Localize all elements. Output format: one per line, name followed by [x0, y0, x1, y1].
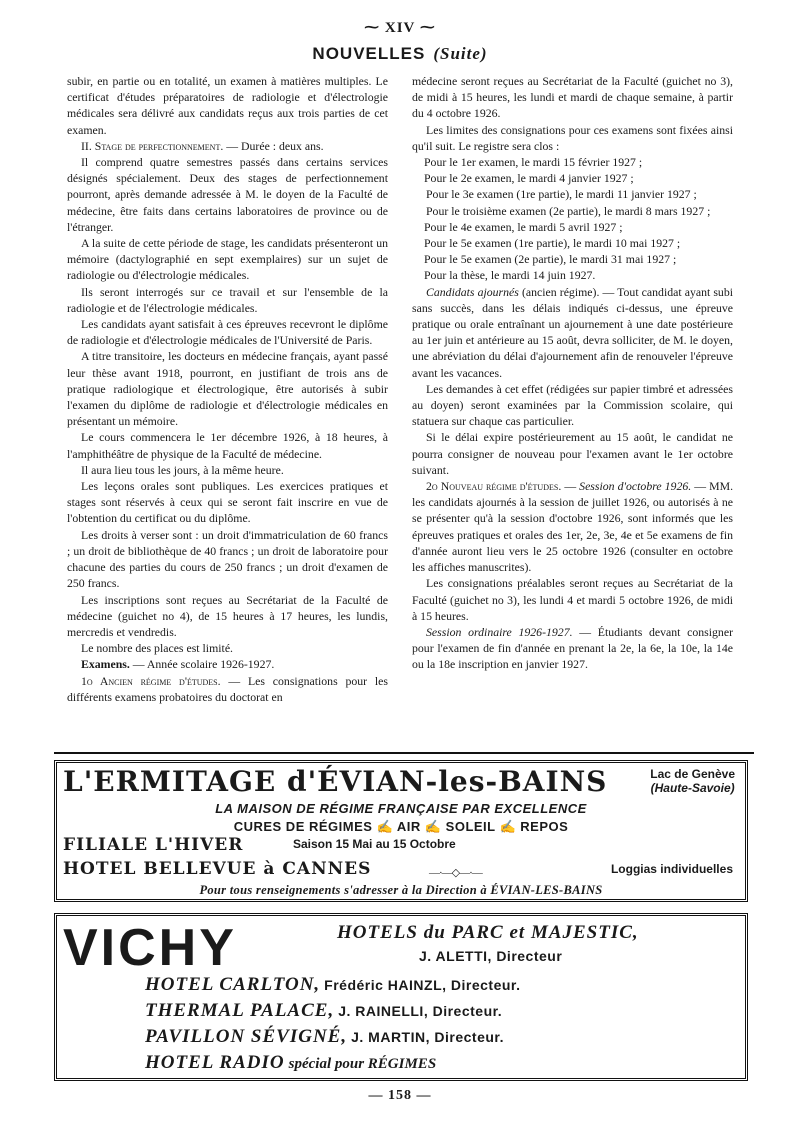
- paragraph: Examens. — Année scolaire 1926-1927.: [81, 657, 275, 672]
- paragraph: Les consignations préalables seront reçues au Secrétariat de la Faculté (guichet no 3), les lundi 4 et mardi 5 octobre 1926, de midi à 15 heures.: [412, 576, 733, 623]
- paragraph: 2o Nouveau régime d'études. — Session d'octobre 1926. — MM. les candidats ajournés à la session de juillet 1926, ou autorisés à ne se présenter qu'à la session d'octobre 1926, sont informés que les épreuves pratiques et orales des 1er, 2e, 3e, 4e et 5e examens de fin d'année auront lieu vers le 25 octobre 1926 (consulter en octobre les affiches manuscrites).: [412, 479, 734, 575]
- exam-deadline: Pour le troisième examen (2e partie), le mardi 8 mars 1927 ;: [426, 203, 711, 218]
- heading-suite: (Suite): [433, 44, 488, 63]
- advert-evian-contact: Pour tous renseignements s'adresser à la Direction à ÉVIAN-LES-BAINS: [199, 883, 603, 897]
- advert-evian-title: L'ERMITAGE d'ÉVIAN-les-BAINS: [63, 765, 608, 798]
- page-roman-number: ⁓ XIV ⁓: [364, 20, 436, 36]
- advert-vichy-radio: HOTEL RADIO spécial pour RÉGIMES: [145, 1052, 437, 1073]
- paragraph: Il aura lieu tous les jours, à la même heure.: [81, 462, 284, 477]
- paragraph: A la suite de cette période de stage, les candidats présenteront un mémoire (dactylographié en sept exemplaires) sur un sujet de radiologie ou d'électrologie médicales.: [67, 236, 388, 283]
- advert-evian-season: Saison 15 Mai au 15 Octobre: [293, 837, 456, 851]
- paragraph: Ils seront interrogés sur ce travail et sur l'ensemble de la radiologie et de l'électrologie médicales.: [67, 284, 388, 315]
- exam-deadline: Pour la thèse, le mardi 14 juin 1927.: [424, 268, 596, 283]
- paragraph: médecine seront reçues au Secrétariat de la Faculté (guichet no 3), de midi à 15 heures, les lundi et mardi de chaque semaine, à partir du 4 octobre 1926.: [412, 74, 733, 121]
- exam-deadline: Pour le 3e examen (1re partie), le mardi 11 janvier 1927 ;: [426, 187, 697, 202]
- advert-evian-tagline: LA MAISON DE RÉGIME FRANÇAISE PAR EXCELLENCE: [215, 801, 587, 816]
- page-number: — 158 —: [368, 1088, 432, 1103]
- advert-vichy-thermal: THERMAL PALACE, J. RAINELLI, Directeur.: [145, 1000, 503, 1021]
- exam-deadline: Pour le 5e examen (1re partie), le mardi 10 mai 1927 ;: [424, 236, 681, 251]
- paragraph: Les leçons orales sont publiques. Les exercices pratiques et stages sont réservés à ceux qui se seront fait inscrire en vue de l'obtention du certificat ou du diplôme.: [67, 479, 388, 526]
- paragraph: 1o Ancien régime d'études. — Les consignations pour les différents examens probatoires du doctorat en: [67, 673, 388, 704]
- paragraph: Session ordinaire 1926-1927. — Étudiants devant consigner pour l'examen de fin d'année en prenant la 2e, la 6e, la 10e, la 14e ou la 18e inscription en janvier 1927.: [412, 624, 733, 672]
- heading-title: NOUVELLES: [312, 44, 426, 63]
- paragraph: Le cours commencera le 1er décembre 1926, à 18 heures, à l'amphithéâtre de physique de la Faculté de médecine.: [67, 430, 388, 461]
- paragraph: Il comprend quatre semestres passés dans certains services désignés spécialement. Deux des stages de perfectionnement pourront, après demande adressée à M. le doyen de la Faculté de médecine, être faits dans certains laboratoires de province ou de l'étranger.: [67, 155, 388, 234]
- paragraph: A titre transitoire, les docteurs en médecine français, ayant passé leur thèse avant 1918, pourront, en justifiant de trois ans de pratique radiologique et électrologique, être autorisés à subir l'examen du diplôme de radiologie et d'électrologie médicales en présentant un mémoire.: [67, 349, 388, 429]
- advert-evian-location: Lac de Genève (Haute-Savoie): [650, 767, 735, 795]
- divider-rule: [54, 752, 754, 754]
- paragraph: Les inscriptions sont reçues au Secrétariat de la Faculté de médecine (guichet no 4), de 15 heures à 17 heures, les lundis, mercredis et vendredis.: [67, 592, 388, 639]
- advert-vichy-carlton: HOTEL CARLTON, Frédéric HAINZL, Directeur.: [145, 974, 521, 995]
- advert-evian-loggias: Loggias individuelles: [610, 862, 733, 876]
- ornament-icon: —·—◇—·—: [429, 867, 482, 879]
- advert-vichy-title: VICHY: [63, 919, 237, 977]
- paragraph: Candidats ajournés (ancien régime). — Tout candidat ayant subi sans succès, dans les délais indiqués ci-dessus, une épreuve pratique ou orale entraînant un ajournement à une date postérieure au 1er juin et antérieure au 15 août, devra solliciter, de M. le doyen, une abréviation du délai d'ajournement afin de renouveler l'épreuve avant les vacances.: [412, 284, 734, 380]
- paragraph: Les candidats ayant satisfait à ces épreuves recevront le diplôme de radiologie et d'électrologie médicales de l'Université de Paris.: [67, 317, 388, 348]
- paragraph: Si le délai expire postérieurement au 15 août, le candidat ne pourra consigner de nouveau pour l'examen avant le 1er octobre suivant.: [412, 430, 733, 477]
- paragraph: II. Stage de perfectionnement. — Durée : deux ans.: [81, 138, 324, 153]
- right-column: [412, 73, 733, 673]
- advert-evian-filiale: FILIALE L'HIVER: [63, 835, 244, 855]
- paragraph: Les demandes à cet effet (rédigées sur papier timbré et adressées au doyen) seront examinées par la Commission scolaire, qui statuera sur chaque cas particulier.: [412, 381, 733, 429]
- paragraph: Le nombre des places est limité.: [81, 641, 234, 656]
- exam-deadline: Pour le 1er examen, le mardi 15 février 1927 ;: [424, 155, 643, 170]
- exam-deadline: Pour le 5e examen (2e partie), le mardi 31 mai 1927 ;: [424, 252, 677, 267]
- paragraph: Les droits à verser sont : un droit d'immatriculation de 60 francs ; un droit de bibliothèque de 40 francs ; un droit de laboratoire pour chacune des parties du cours de 250 francs ; un droit d'examen de 250 francs.: [67, 527, 388, 591]
- advert-vichy-pavillon: PAVILLON SÉVIGNÉ, J. MARTIN, Directeur.: [145, 1026, 504, 1047]
- section-heading: [0, 44, 800, 64]
- advert-vichy-aletti: J. ALETTI, Directeur: [419, 948, 563, 964]
- exam-deadline: Pour le 2e examen, le mardi 4 janvier 1927 ;: [424, 171, 634, 186]
- exam-deadline: Pour le 4e examen, le mardi 5 avril 1927 ;: [424, 219, 623, 234]
- paragraph: subir, en partie ou en totalité, un examen à matières multiples. Le certificat d'études préparatoires de radiologie et d'électrologie médicales sera délivré aux candidats reçus aux trois parties de cet examen.: [67, 74, 388, 137]
- paragraph: Les limites des consignations pour ces examens sont fixées ainsi qu'il suit. Le registre sera clos :: [412, 122, 733, 153]
- left-column: [67, 73, 388, 705]
- advert-evian: [54, 760, 748, 902]
- advert-evian-hotel: HOTEL BELLEVUE à CANNES: [63, 859, 372, 879]
- advert-evian-cures: CURES DE RÉGIMES ✍ AIR ✍ SOLEIL ✍ REPOS: [233, 819, 569, 834]
- advert-vichy-hotels: HOTELS du PARC et MAJESTIC,: [337, 922, 639, 943]
- advert-vichy: [54, 913, 748, 1081]
